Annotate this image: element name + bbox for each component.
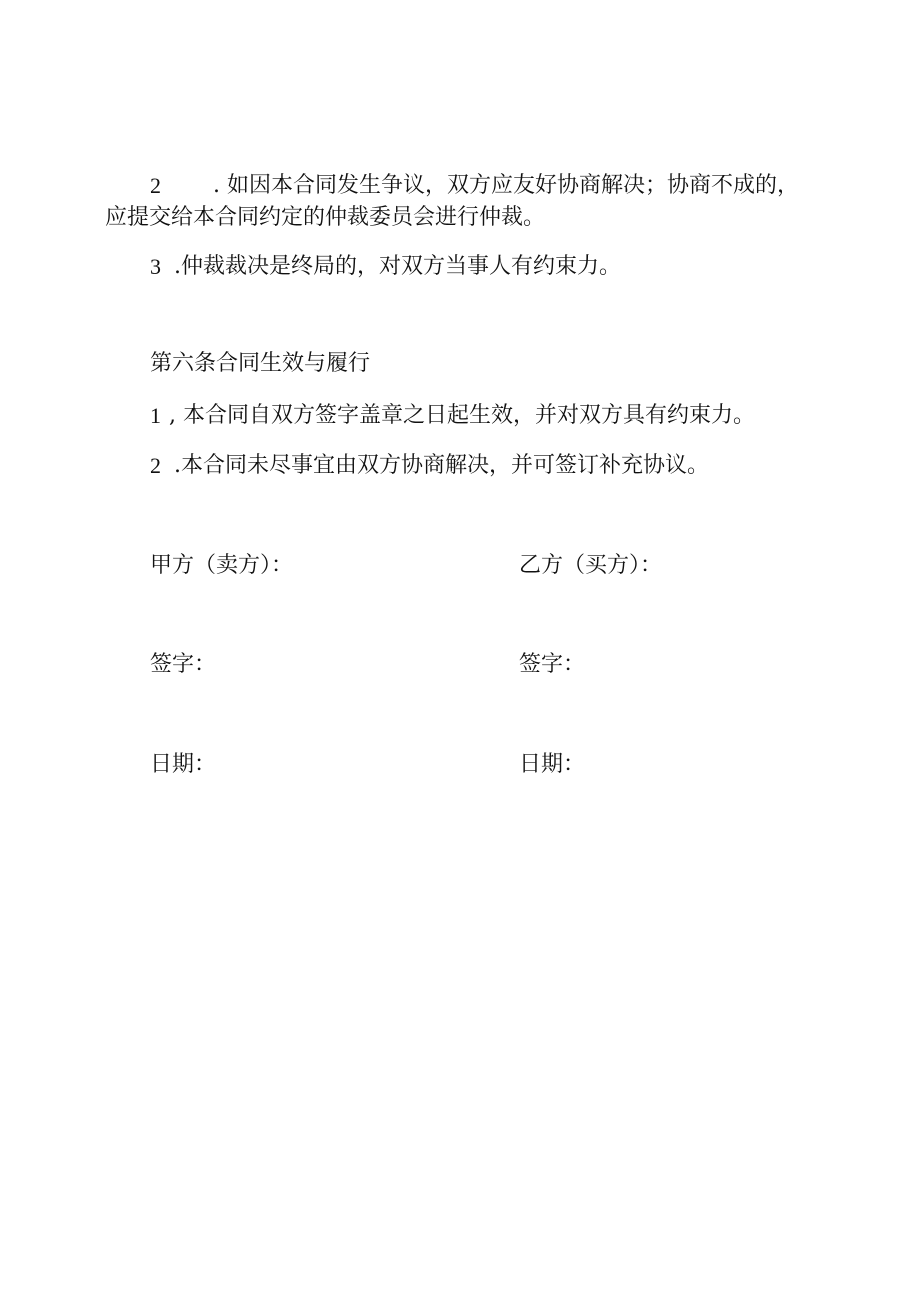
clause-6-2-text: .本合同未尽事宜由双方协商解决，并可签订补充协议。 bbox=[174, 453, 709, 478]
clause-5-2-text-line1: . 如因本合同发生争议，双方应友好协商解决；协商不成的， bbox=[213, 173, 799, 198]
party-b-sign-label: 签字： bbox=[519, 652, 586, 677]
party-a-date-label: 日期： bbox=[150, 752, 217, 777]
clause-6-2-number: 2 bbox=[150, 453, 161, 478]
clause-5-2-text-line2: 应提交给本合同约定的仲裁委员会进行仲裁。 bbox=[105, 205, 546, 230]
party-b-date-label: 日期： bbox=[519, 752, 586, 777]
party-b-label: 乙方（买方）： bbox=[519, 553, 663, 578]
section-6-heading: 第六条合同生效与履行 bbox=[150, 351, 371, 376]
clause-5-3-text: .仲裁裁决是终局的，对双方当事人有约束力。 bbox=[174, 254, 621, 279]
clause-6-1-number: 1 bbox=[150, 403, 161, 428]
clause-5-3-number: 3 bbox=[150, 254, 161, 279]
clause-6-1-text: , 本合同自双方签字盖章之日起生效，并对双方具有约束力。 bbox=[169, 403, 755, 428]
clause-5-2-number: 2 bbox=[150, 173, 161, 198]
party-a-label: 甲方（卖方）： bbox=[150, 553, 294, 578]
party-a-sign-label: 签字： bbox=[150, 652, 217, 677]
